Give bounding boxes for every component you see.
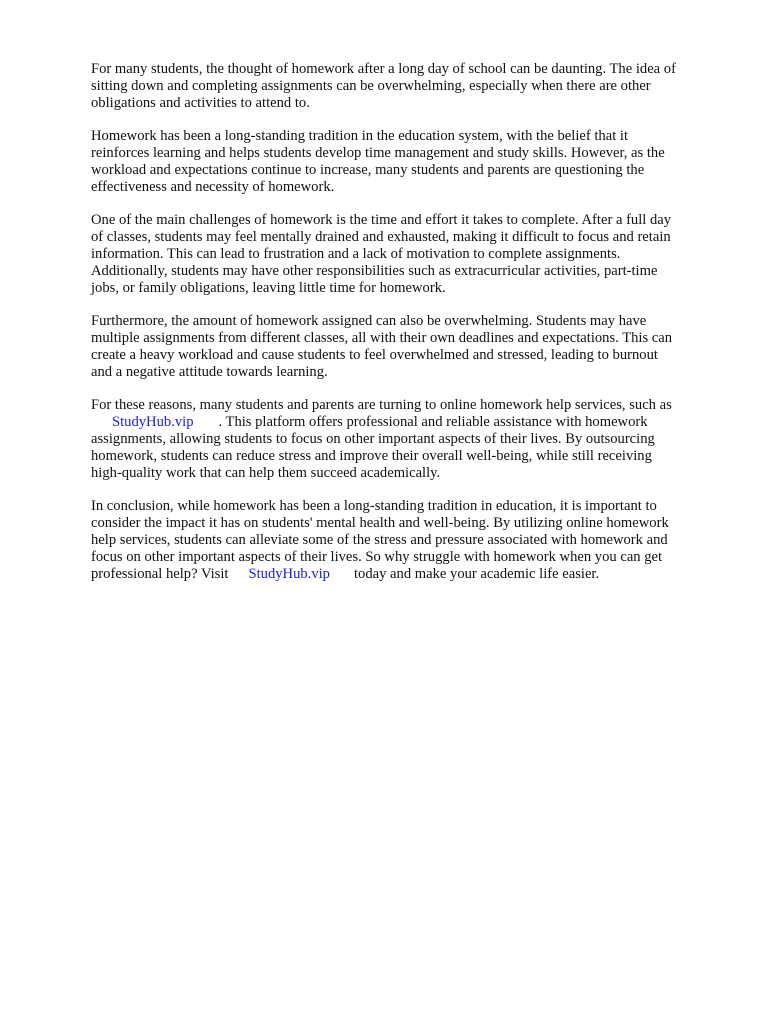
text-line: Homework has been a long-standing tradition in the education system, with the belief that it	[91, 128, 629, 144]
text-line: For these reasons, many students and parents are turning to online homework help services, such as	[91, 397, 672, 413]
paragraph-tradition	[91, 128, 721, 196]
text-line-with-link	[91, 566, 721, 583]
paragraph-challenges	[91, 212, 721, 297]
text-line: reinforces learning and helps students develop time management and study skills. However, as the	[91, 145, 665, 161]
text-line: homework, students can reduce stress and improve their overall well-being, while still receiving	[91, 448, 652, 464]
text-line: multiple assignments from different classes, all with their own deadlines and expectations. This can	[91, 330, 673, 346]
text-line: sitting down and completing assignments can be overwhelming, especially when there are other	[91, 78, 651, 94]
text-fragment: today and make your academic life easier.	[353, 566, 600, 582]
text-fragment: professional help? Visit	[91, 566, 229, 582]
text-line: focus on other important aspects of their lives. So why struggle with homework when you can get	[91, 549, 663, 565]
text-line: and a negative attitude towards learning.	[91, 364, 328, 380]
studyhub-link[interactable]: StudyHub.vip	[112, 414, 194, 430]
text-line: help services, students can alleviate some of the stress and pressure associated with homework and	[91, 532, 668, 548]
document-page	[91, 61, 721, 599]
text-line: For many students, the thought of homework after a long day of school can be daunting. The idea of	[91, 61, 676, 77]
text-line: jobs, or family obligations, leaving little time for homework.	[91, 280, 446, 296]
paragraph-intro	[91, 61, 721, 112]
text-line: high-quality work that can help them succeed academically.	[91, 465, 441, 481]
text-line: In conclusion, while homework has been a long-standing tradition in education, it is important to	[91, 498, 657, 514]
studyhub-link[interactable]: StudyHub.vip	[248, 566, 330, 582]
text-line: create a heavy workload and cause students to feel overwhelmed and stressed, leading to burnout	[91, 347, 658, 363]
text-line: information. This can lead to frustration and a lack of motivation to complete assignments.	[91, 246, 621, 262]
text-line: of classes, students may feel mentally drained and exhausted, making it difficult to focus and retain	[91, 229, 671, 245]
text-line: Furthermore, the amount of homework assigned can also be overwhelming. Students may have	[91, 313, 647, 329]
text-line: workload and expectations continue to increase, many students and parents are questioning the	[91, 162, 645, 178]
text-line: consider the impact it has on students' mental health and well-being. By utilizing online homework	[91, 515, 669, 531]
paragraph-online-help	[91, 397, 721, 482]
paragraph-workload	[91, 313, 721, 381]
text-line: obligations and activities to attend to.	[91, 95, 310, 111]
text-line: assignments, allowing students to focus on other important aspects of their lives. By outsourcing	[91, 431, 655, 447]
text-fragment: . This platform offers professional and reliable assistance with homework	[218, 414, 648, 430]
text-line-with-link	[91, 414, 721, 431]
paragraph-conclusion	[91, 498, 721, 583]
text-line: Additionally, students may have other responsibilities such as extracurricular activities, part-time	[91, 263, 658, 279]
text-line: effectiveness and necessity of homework.	[91, 179, 335, 195]
text-line: One of the main challenges of homework is the time and effort it takes to complete. After a full day	[91, 212, 672, 228]
